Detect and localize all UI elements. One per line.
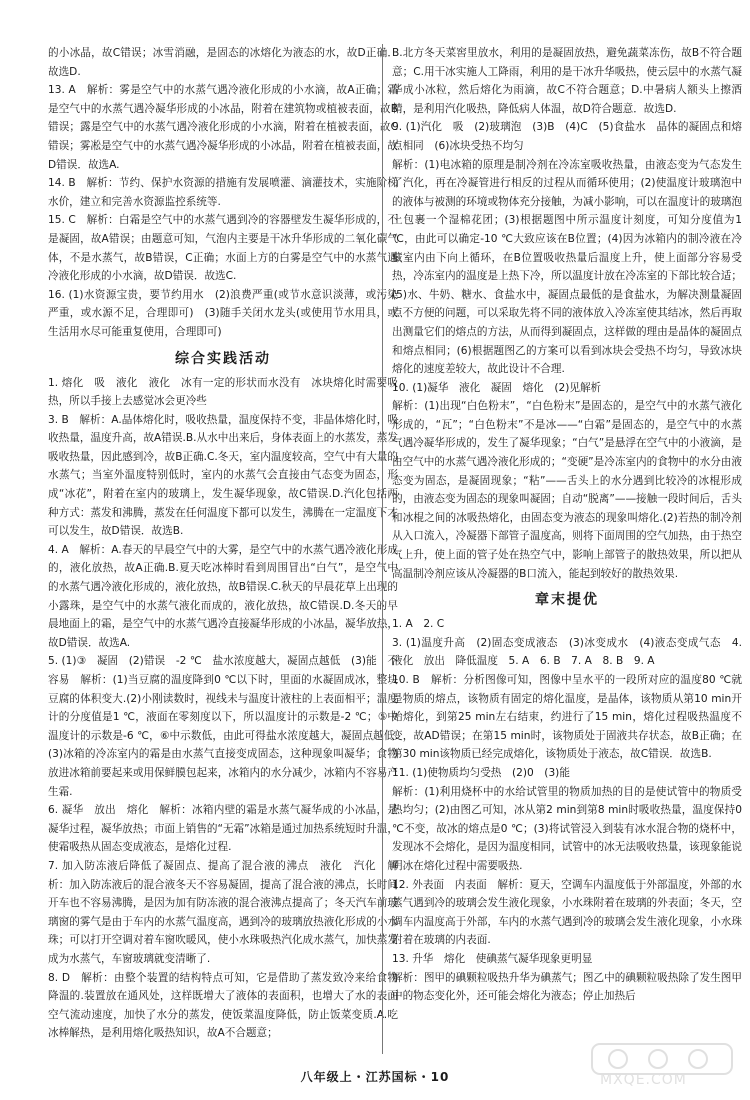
watermark-logo [588,1040,738,1098]
review-answer-13-explanation: 解析：图甲的碘颗粒吸热升华为碘蒸气；图乙中的碘颗粒吸热除了发生图甲中的物态变化外，还可能会熔化为液态；停止加热后 [392,971,742,1003]
practice-answer-1: 1. 熔化 吸 液化 液化 冰有一定的形状而水没有 冰块熔化时需要吸热，所以手接上去感觉冰会更冷些 [48,376,398,408]
review-answer-10: 10. B 解析：分析图像可知，图像中呈水平的一段所对应的温度80 ℃就是物质的熔点，该物质有固定的熔化温度，是晶体，该物质从第10 min开始熔化，到第25 min左右结束，约进行了15 min，熔化过程吸热温度不变，故AD错误；在第15 min时，该物质处于固液共存状态，故B正确；在第30 min该物质已经完成熔化，该物质处于液态，故C错误．故选B. [392,674,742,761]
column-divider [382,44,383,1054]
answer-13: 13. A 解析：雾是空气中的水蒸气遇冷液化形成的小水滴，故A正确；霜是空气中的水蒸气遇冷凝华形成的小冰晶，附着在建筑物或植被表面，故B错误；露是空气中的水蒸气遇冷液化形成的小水滴，附着在植被表面，故C错误；雾凇是空气中的水蒸气遇冷凝华形成的小冰晶，附着在植被表面，故D错误．故选A. [48,84,398,171]
review-answer-13: 13. 升华 熔化 使碘蒸气凝华现象更明显 [392,952,593,965]
practice-answer-9-explanation: 解析：(1)电冰箱的原理是制冷剂在冷冻室吸收热量，由液态变为气态发生了汽化，再在冷凝管进行相反的过程从而循环使用；(2)使温度计玻璃泡中的液体与被测的环境或物体充分接触，为减小影响，可以在温度计的玻璃泡上包裹一个湿棉花团；(3)根据题图中所示温度计刻度，可知分度值为1 ℃，由此可以确定-10 ℃大致应该在B位置；(4)因为冰箱内的制冷液在冷藏室内由下向上循环，在B位置吸收热量后温度上升，使上面部分容易受热，冷冻室内的温度是上热下冷，所以温度计放在冷冻室的下部比较合适；(5)水、牛奶、糖水、食盐水中，凝固点最低的是食盐水，为解决测量凝固点不方便的问题，可以采取先将不同的液体放入冷冻室使其结冰，然后再取出测量它们的熔点的方法，从而得到凝固点，这样做的理由是晶体的凝固点和熔点相同；(6)根据题图乙的方案可以看到冰块会受热不均匀，导致冰块熔化的速度差较大，故此设计不合理. [392,158,742,376]
page-footer: 八年级上・江苏国标・10 [300,1070,450,1084]
practice-answer-10: 10. (1)凝华 液化 凝固 熔化 (2)见解析 [392,381,602,394]
practice-answer-4: 4. A 解析：A.春天的早晨空气中的大雾，是空气中的水蒸气遇冷液化形成的，液化放热，故A正确.B.夏天吃冰棒时看到周围冒出“白气”，是空气中的水蒸气遇冷液化形成的，液化放热，故B错误.C.秋天的早晨花草上出现的小露珠，是空气中的水蒸气液化而成的，液化放热，故C错误.D.冬天的早晨地面上的霜，是空气中的水蒸气遇冷直接凝华形成的小冰晶，凝华放热，故D错误．故选A. [48,543,398,649]
practice-answer-6: 6. 凝华 放出 熔化 解析：冰箱内壁的霜是水蒸气凝华成的小冰晶，是凝华过程，凝华放热；市面上销售的“无霜”冰箱是通过加热系统短时升温，使霜吸热从固态变成液态，是熔化过程. [48,804,398,854]
practice-answer-8: 8. D 解析：由整个装置的结构特点可知，它是借助了蒸发致冷来给食物降温的.装置放在通风处，这样既增大了液体的表面积，也增大了水的表面空气流动速度，加快了水分的蒸发，使饭菜温度降低，防止饭菜变质.A.吃冰棒解热，是利用熔化吸热知识，故A不合题意； [48,971,398,1040]
watermark-text: MXQE.COM [600,1072,687,1088]
answer-12-tail: 的小冰晶，故C错误；冰雪消融，是固态的冰熔化为液态的水，故D正确．故选D. [48,47,398,78]
practice-answer-8-tail: B.北方冬天菜窖里放水，利用的是凝固放热，避免蔬菜冻伤，故B不符合题意；C.用干冰实施人工降雨，利用的是干冰升华吸热，使云层中的水蒸气凝华成小冰粒，然后熔化为雨滴，故C不符合题意；D.中暑病人额头上擦酒精，是利用汽化吸热，降低病人体温，故D符合题意．故选D. [392,47,742,115]
section-title-practice: 综合实践活动 [175,350,271,367]
review-answer-11-explanation: 解析：(1)利用烧杯中的水给试管里的物质加热的目的是使试管中的物质受热均匀；(2)由图乙可知，冰从第2 min到第8 min时吸收热量，温度保持0 ℃不变，故冰的熔点是0 ℃；(3)将试管浸入到装有冰水混合物的烧杯中，发现冰不会熔化，是因为温度相同，试管中的冰无法吸收热量，该现象能说明冰在熔化过程中需要吸热. [392,785,742,872]
review-answer-1-2: 1. A 2. C [392,618,445,631]
review-answer-11: 11. (1)使物质均匀受热 (2)0 (3)能 [392,766,570,779]
practice-answer-5: 5. (1)③ 凝固 (2)错误 -2 ℃ 盐水浓度越大，凝固点越低 (3)能 不容易 解析：(1)当豆腐的温度降到0 ℃以下时，里面的水凝固成冰，整块豆腐的体积变大.(2)小刚读数时，视线未与温度计液柱的上表面相平；温度计的分度值是1 ℃，液面在零刻度以下，所以温度计的示数是-2 ℃；⑤中温度计的示数是-6 ℃，⑥中示数低，由此可得盐水浓度越大，凝固点越低.(3)冰箱的冷冻室内的霜是由水蒸气直接变成固态，这种现象叫凝华；食物放进冰箱前要起来或用保鲜膜包起来，冰箱内的水分减少，冰箱内不容易产生霜. [48,655,398,798]
left-column [48,44,398,1043]
review-answer-12: 12. 外表面 内表面 解析：夏天，空调车内温度低于外部温度，外部的水蒸气遇到冷的玻璃会发生液化现象，小水珠附着在玻璃的外表面；冬天，空调车内温度高于外部，车内的水蒸气遇到冷的玻璃会发生液化现象，小水珠附着在玻璃的内表面. [392,878,742,947]
practice-answer-7: 7. 加入防冻液后降低了凝固点、提高了混合液的沸点 液化 汽化 解析：加入防冻液后的混合液冬天不容易凝固，提高了混合液的沸点，长时间开车也不容易沸腾，是因为加有防冻液的混合液沸点提高了；冬天汽车前玻璃窗的雾气是由于车内的水蒸气温度高，遇到冷的玻璃放热液化形成的小水珠；可以打开空调对着车窗吹暖风，使小水珠吸热汽化成水蒸气，加快蒸发成为水蒸气，车窗玻璃就变清晰了. [48,859,398,965]
right-column [392,44,742,1006]
practice-answer-10-explanation: 解析：(1)出现“白色粉末”，“白色粉末”是固态的，是空气中的水蒸气液化形成的，“瓦”；“白色粉末”不是冰——“白霜”是固态的，是空气中的水蒸气遇冷凝华形成的，发生了凝华现象；“白气”是悬浮在空气中的小液滴，是由空气中的水蒸气遇冷液化形成的；“变硬”是冷冻室内的食物中的水分由液态变为固态，是凝固现象；“粘”——舌头上的水分遇到比较冷的冰棍形成的，由液态变为固态的现象叫凝固；自动“脱离”——接触一段时间后，舌头和冰棍之间的冰吸热熔化，由固态变为液态的现象叫熔化.(2)若热的制冷剂从入口流入，冷凝器下部管子温度高，则将下面周围的空气加热，由于热空气上升，使上面的管子处在热空气中，影响上部管子的散热效果，所以把从高温制冷剂应该从冷凝器的B口流入，能起到较好的散热效果. [392,400,742,580]
review-answer-3-9: 3. (1)温度升高 (2)固态变成液态 (3)冰变成水 (4)液态变成气态 4. 液化 放出 降低温度 5. A 6. B 7. A 8. B 9. A [392,636,742,668]
practice-answer-9: 9. (1)汽化 吸 (2)玻璃泡 (3)B (4)C (5)食盐水 晶体的凝固点和熔点相同 (6)冰块受热不均匀 [392,121,742,152]
answer-14: 14. B 解析：节约、保护水资源的措施有发展喷灌、滴灌技术，实施阶梯水价，建立和完善水资源监控系统等. [48,177,398,208]
practice-answer-3: 3. B 解析：A.晶体熔化时，吸收热量，温度保持不变，非晶体熔化时，吸收热量，温度升高，故A错误.B.从水中出来后，身体表面上的水蒸发，蒸发吸收热量，因此感到冷，故B正确.C.冬天，室内温度较高，空气中有大量的水蒸气；当室外温度特别低时，室内的水蒸气会直接由气态变为固态，形成“冰花”，附着在室内的玻璃上，发生凝华现象，故C错误.D.汽化包括两种方式：蒸发和沸腾，蒸发在任何温度下都可以发生，沸腾在一定温度下才可以发生，故D错误．故选B. [48,413,398,538]
answer-16: 16. (1)水资源宝贵，要节约用水 (2)浪费严重(或节水意识淡薄，或污染严重，或水源不足，合理即可) (3)随手关闭水龙头(或使用节水用具，或生活用水尽可能重复使用，合理即可) [48,288,398,338]
answer-15: 15. C 解析：白霜是空气中的水蒸气遇到冷的容器壁发生凝华形成的，不是凝固，故A错误；由题意可知，气泡内主要是干冰升华形成的二氧化碳气体，不是水蒸气，故B错误，C正确；水面上方的白雾是空气中的水蒸气遇冷液化形成的小水滴，故D错误．故选C. [48,214,398,283]
section-title-chapter-review: 章末提优 [535,592,599,609]
